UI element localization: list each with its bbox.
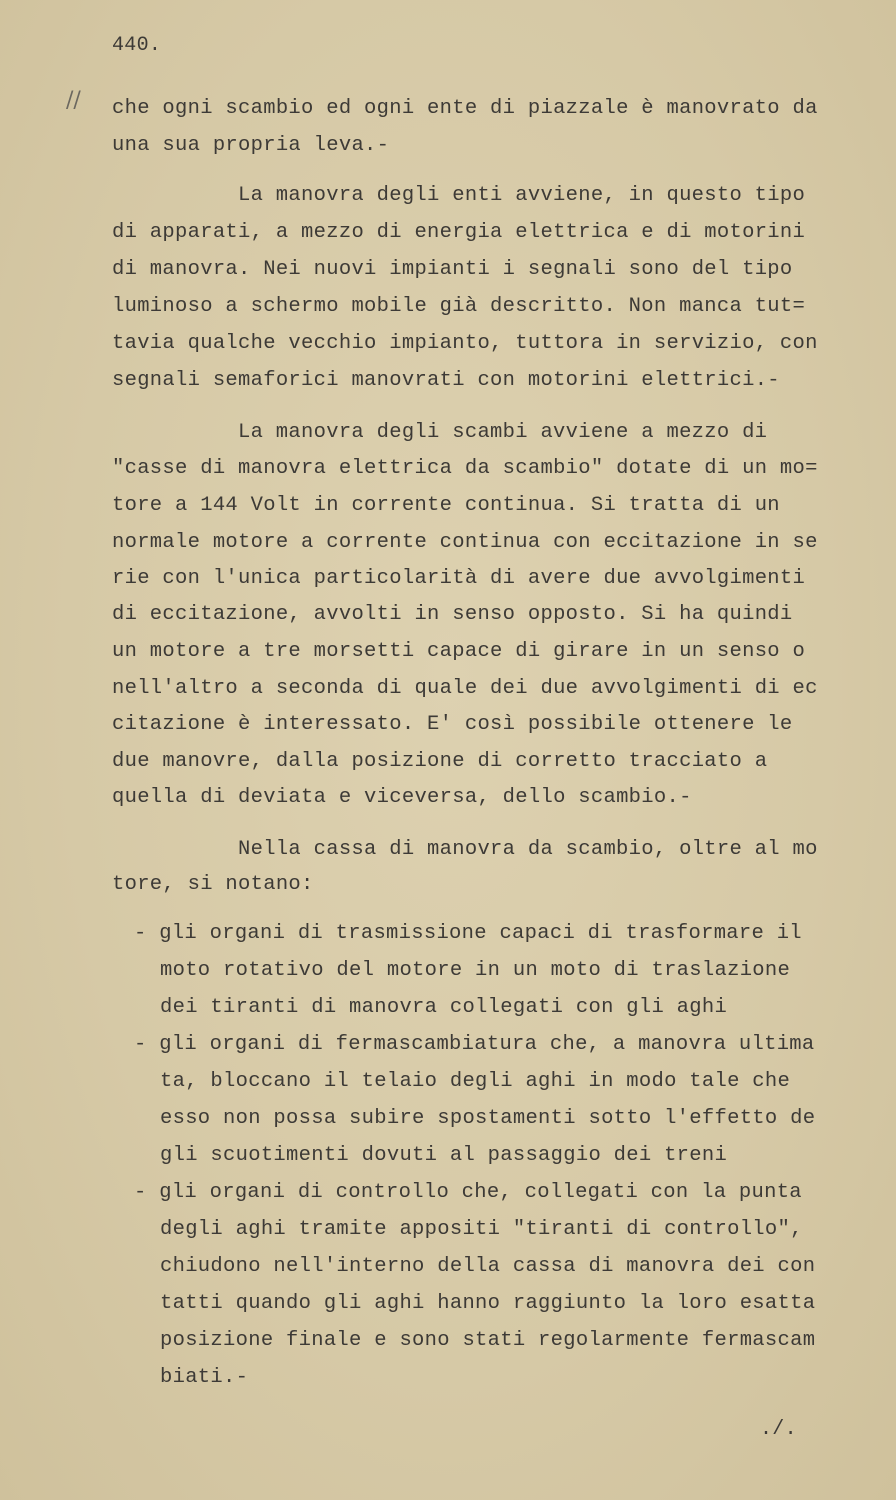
text-line: due manovre, dalla posizione di corretto tracciato a (112, 750, 768, 773)
list-item-line: esso non possa subire spostamenti sotto l'effetto de (160, 1107, 816, 1130)
list-item-line: - gli organi di trasmissione capaci di trasformare il (134, 922, 802, 945)
text-line: normale motore a corrente continua con eccitazione in se (112, 531, 818, 554)
list-item-line: biati.- (160, 1366, 249, 1389)
text-line: tavia qualche vecchio impianto, tuttora in servizio, con (112, 332, 818, 355)
list-item-line: chiudono nell'interno della cassa di manovra dei con (160, 1255, 816, 1278)
text-line: luminoso a schermo mobile già descritto. Non manca tut= (112, 295, 806, 318)
text-line: una sua propria leva.- (112, 134, 390, 157)
text-line: La manovra degli scambi avviene a mezzo di (238, 421, 768, 444)
text-line: citazione è interessato. E' così possibile ottenere le (112, 713, 793, 736)
list-item-line: degli aghi tramite appositi "tiranti di controllo", (160, 1218, 803, 1241)
list-item-line: moto rotativo del motore in un moto di traslazione (160, 959, 791, 982)
list-item-line: - gli organi di controllo che, collegati con la punta (134, 1181, 802, 1204)
text-line: un motore a tre morsetti capace di girare in un senso o (112, 640, 806, 663)
list-item-line: gli scuotimenti dovuti al passaggio dei treni (160, 1144, 728, 1167)
margin-mark: // (66, 88, 81, 113)
text-line: tore, si notano: (112, 873, 314, 896)
continuation-mark: ./. (760, 1418, 797, 1441)
page-number: 440. (112, 34, 162, 57)
text-line: tore a 144 Volt in corrente continua. Si tratta di un (112, 494, 780, 517)
text-line: segnali semaforici manovrati con motorini elettrici.- (112, 369, 780, 392)
text-line: di manovra. Nei nuovi impianti i segnali sono del tipo (112, 258, 793, 281)
list-item-line: - gli organi di fermascambiatura che, a manovra ultima (134, 1033, 815, 1056)
text-line: Nella cassa di manovra da scambio, oltre al mo (238, 838, 818, 861)
list-item-line: tatti quando gli aghi hanno raggiunto la loro esatta (160, 1292, 816, 1315)
text-line: di eccitazione, avvolti in senso opposto. Si ha quindi (112, 603, 793, 626)
text-line: di apparati, a mezzo di energia elettrica e di motorini (112, 221, 806, 244)
text-line: "casse di manovra elettrica da scambio" dotate di un mo= (112, 457, 818, 480)
text-line: La manovra degli enti avviene, in questo tipo (238, 184, 806, 207)
text-line: che ogni scambio ed ogni ente di piazzale è manovrato da (112, 97, 818, 120)
list-item-line: ta, bloccano il telaio degli aghi in modo tale che (160, 1070, 791, 1093)
text-line: quella di deviata e viceversa, dello scambio.- (112, 786, 692, 809)
list-item-line: posizione finale e sono stati regolarmente fermascam (160, 1329, 816, 1352)
list-item-line: dei tiranti di manovra collegati con gli aghi (160, 996, 728, 1019)
text-line: rie con l'unica particolarità di avere due avvolgimenti (112, 567, 806, 590)
text-line: nell'altro a seconda di quale dei due avvolgimenti di ec (112, 677, 818, 700)
